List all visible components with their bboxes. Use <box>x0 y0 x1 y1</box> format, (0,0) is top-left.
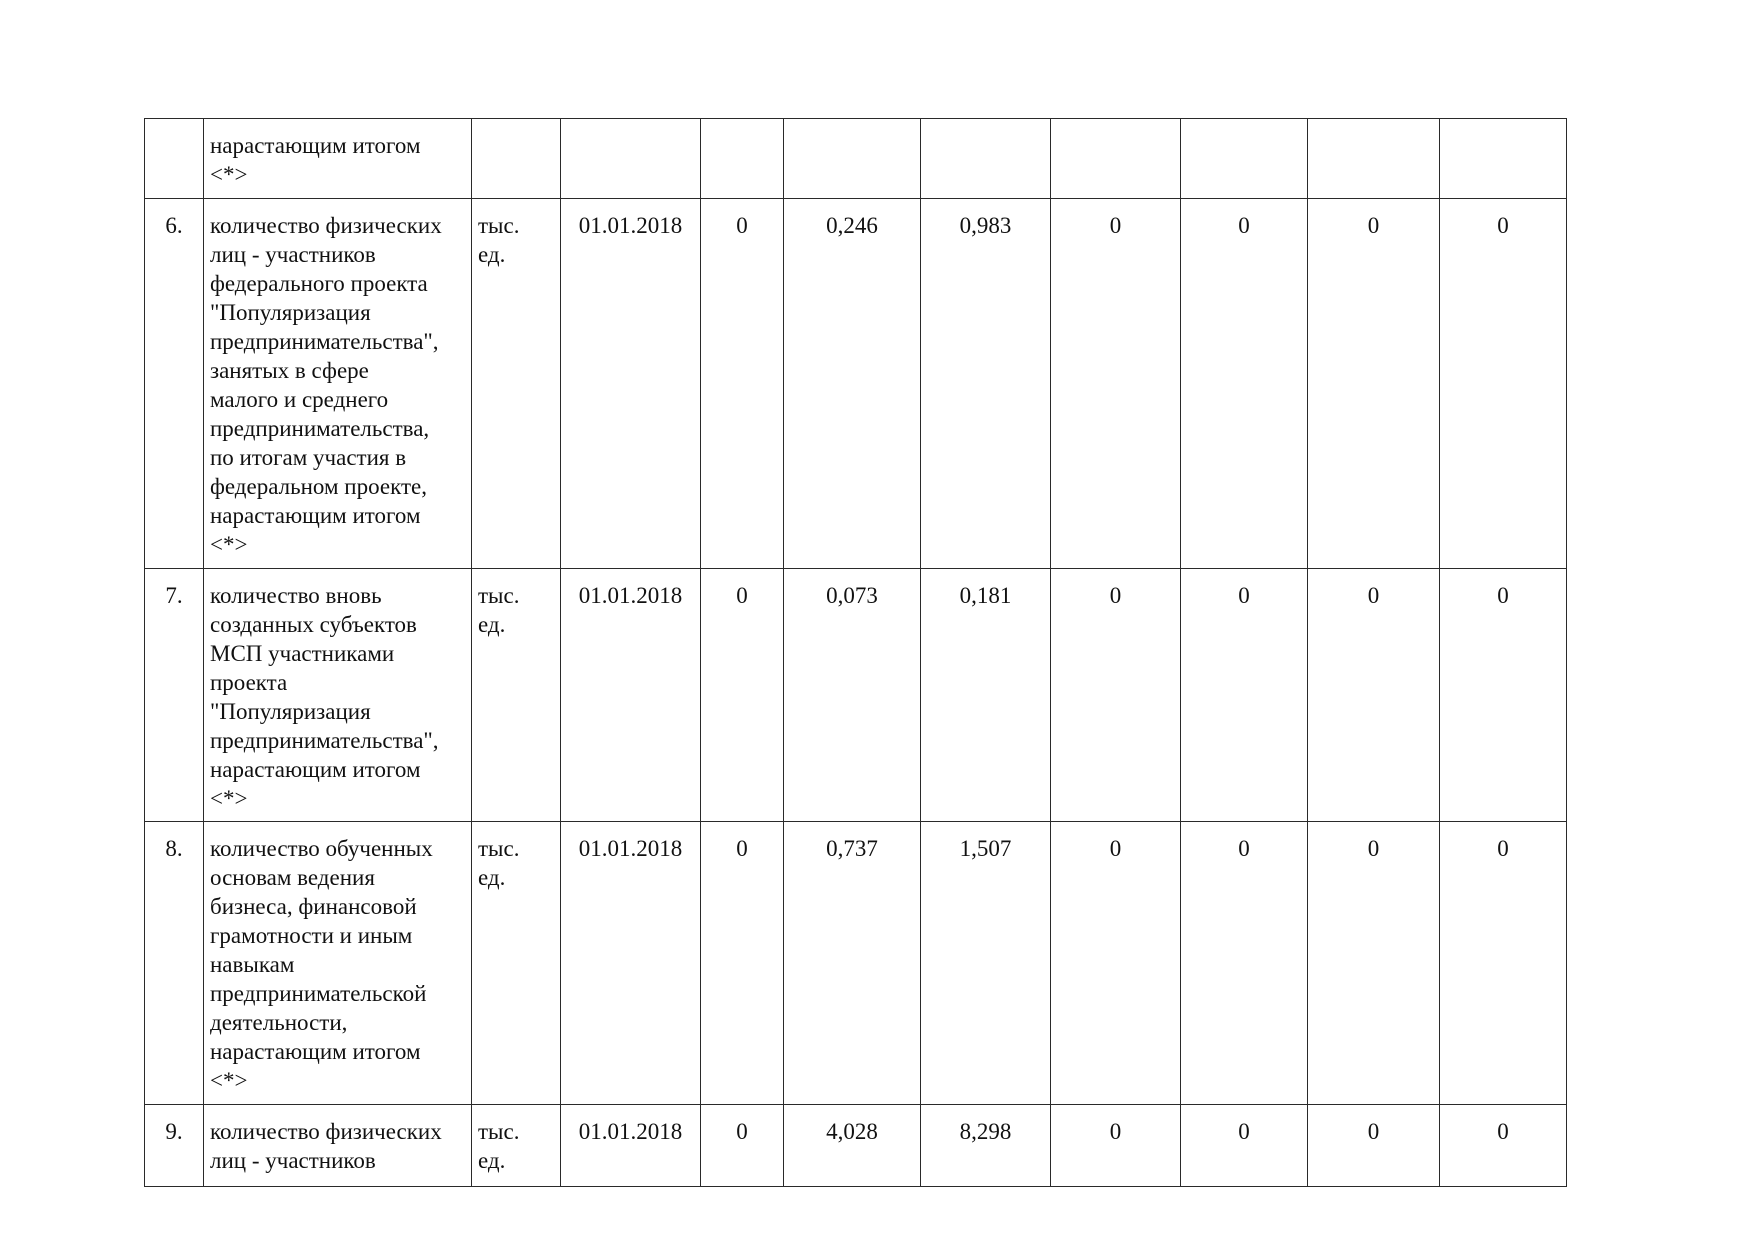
value-cell-text: 0,983 <box>959 213 1012 238</box>
base-date-cell-text: 01.01.2018 <box>578 583 683 608</box>
value-cell <box>784 822 921 1105</box>
table-row <box>145 569 1567 822</box>
value-cell-text: 0 <box>1238 836 1250 861</box>
value-cell-text: 0 <box>1497 1119 1509 1144</box>
value-cell-text: 0 <box>1497 213 1509 238</box>
base-date-cell <box>561 119 701 199</box>
unit-cell <box>472 822 561 1105</box>
value-cell-text: 0 <box>1109 583 1122 608</box>
unit-cell-text: тыс. ед. <box>478 836 520 890</box>
value-cell <box>1181 822 1308 1105</box>
value-cell-text: 8,298 <box>959 1119 1012 1144</box>
value-cell <box>701 569 784 822</box>
value-cell-text: 0 <box>736 836 748 861</box>
value-cell-text: 0,181 <box>959 583 1012 608</box>
value-cell-text: 0,073 <box>826 583 878 608</box>
table-row <box>145 1105 1567 1187</box>
value-cell <box>784 569 921 822</box>
base-date-cell <box>561 199 701 569</box>
indicator-name-cell-text: количество вновь созданных субъектов МСП участниками проекта "Популяризация предпринимательства", нарастающим итогом <*> <box>210 583 439 811</box>
indicator-name-cell <box>204 1105 472 1187</box>
indicator-name-cell <box>204 199 472 569</box>
table-row <box>145 822 1567 1105</box>
value-cell-text: 0 <box>736 213 748 238</box>
table-row <box>145 119 1567 199</box>
unit-cell <box>472 569 561 822</box>
indicator-name-cell <box>204 822 472 1105</box>
unit-cell <box>472 119 561 199</box>
value-cell-text: 0 <box>1238 213 1250 238</box>
row-number-cell-text: 9. <box>165 1119 183 1144</box>
row-number-cell-text: 7. <box>165 583 183 608</box>
value-cell <box>1051 822 1181 1105</box>
value-cell-text: 0 <box>1238 583 1250 608</box>
base-date-cell-text: 01.01.2018 <box>578 213 683 238</box>
value-cell-text: 0 <box>1367 213 1380 238</box>
base-date-cell-text: 01.01.2018 <box>578 836 683 861</box>
row-number-cell <box>145 822 204 1105</box>
value-cell <box>701 119 784 199</box>
value-cell <box>1308 569 1440 822</box>
unit-cell-text: тыс. ед. <box>478 583 520 637</box>
value-cell <box>1440 1105 1567 1187</box>
value-cell-text: 0 <box>1497 836 1509 861</box>
value-cell <box>1051 119 1181 199</box>
value-cell <box>921 1105 1051 1187</box>
value-cell <box>701 1105 784 1187</box>
base-date-cell <box>561 569 701 822</box>
indicators-table <box>144 118 1567 1187</box>
indicator-name-cell-text: нарастающим итогом <*> <box>210 133 421 187</box>
value-cell-text: 0,737 <box>826 836 878 861</box>
row-number-cell <box>145 1105 204 1187</box>
value-cell <box>1051 569 1181 822</box>
value-cell-text: 0 <box>1238 1119 1250 1144</box>
value-cell <box>1051 199 1181 569</box>
value-cell <box>784 199 921 569</box>
value-cell <box>1440 119 1567 199</box>
value-cell <box>1440 822 1567 1105</box>
value-cell-text: 4,028 <box>826 1119 878 1144</box>
value-cell <box>1181 1105 1308 1187</box>
indicator-name-cell <box>204 119 472 199</box>
value-cell <box>921 822 1051 1105</box>
value-cell-text: 0 <box>1497 583 1509 608</box>
value-cell <box>1181 119 1308 199</box>
unit-cell-text: тыс. ед. <box>478 1119 520 1173</box>
value-cell <box>921 119 1051 199</box>
value-cell <box>701 199 784 569</box>
base-date-cell <box>561 822 701 1105</box>
base-date-cell-text: 01.01.2018 <box>578 1119 683 1144</box>
value-cell-text: 0 <box>1109 213 1122 238</box>
value-cell-text: 0 <box>1367 836 1380 861</box>
value-cell <box>921 569 1051 822</box>
row-number-cell <box>145 119 204 199</box>
value-cell-text: 0 <box>1367 1119 1380 1144</box>
indicator-name-cell-text: количество физических лиц - участников федерального проекта "Популяризация предпринимательства", занятых в сфере малого и среднего предпринимательства, по итогам участия в федеральном проекте, нарастающим итогом <*> <box>210 213 442 557</box>
value-cell-text: 0 <box>736 583 748 608</box>
indicator-name-cell-text: количество физических лиц - участников <box>210 1119 442 1173</box>
value-cell <box>1308 119 1440 199</box>
value-cell <box>701 822 784 1105</box>
value-cell-text: 0 <box>736 1119 748 1144</box>
value-cell <box>1440 569 1567 822</box>
value-cell-text: 0 <box>1367 583 1380 608</box>
value-cell <box>1440 199 1567 569</box>
unit-cell-text: тыс. ед. <box>478 213 520 267</box>
value-cell <box>1308 822 1440 1105</box>
value-cell-text: 1,507 <box>959 836 1012 861</box>
indicator-name-cell-text: количество обученных основам ведения бизнеса, финансовой грамотности и иным навыкам предпринимательской деятельности, нарастающим итогом <*> <box>210 836 433 1093</box>
value-cell <box>784 119 921 199</box>
value-cell-text: 0 <box>1109 1119 1122 1144</box>
value-cell <box>1181 569 1308 822</box>
base-date-cell <box>561 1105 701 1187</box>
row-number-cell <box>145 569 204 822</box>
value-cell <box>784 1105 921 1187</box>
unit-cell <box>472 1105 561 1187</box>
table-body <box>145 119 1567 1187</box>
value-cell-text: 0,246 <box>826 213 878 238</box>
indicator-name-cell <box>204 569 472 822</box>
value-cell-text: 0 <box>1109 836 1122 861</box>
value-cell <box>1051 1105 1181 1187</box>
value-cell <box>1181 199 1308 569</box>
row-number-cell-text: 8. <box>165 836 183 861</box>
value-cell <box>1308 199 1440 569</box>
table-row <box>145 199 1567 569</box>
row-number-cell <box>145 199 204 569</box>
value-cell <box>921 199 1051 569</box>
value-cell <box>1308 1105 1440 1187</box>
row-number-cell-text: 6. <box>165 213 183 238</box>
unit-cell <box>472 199 561 569</box>
